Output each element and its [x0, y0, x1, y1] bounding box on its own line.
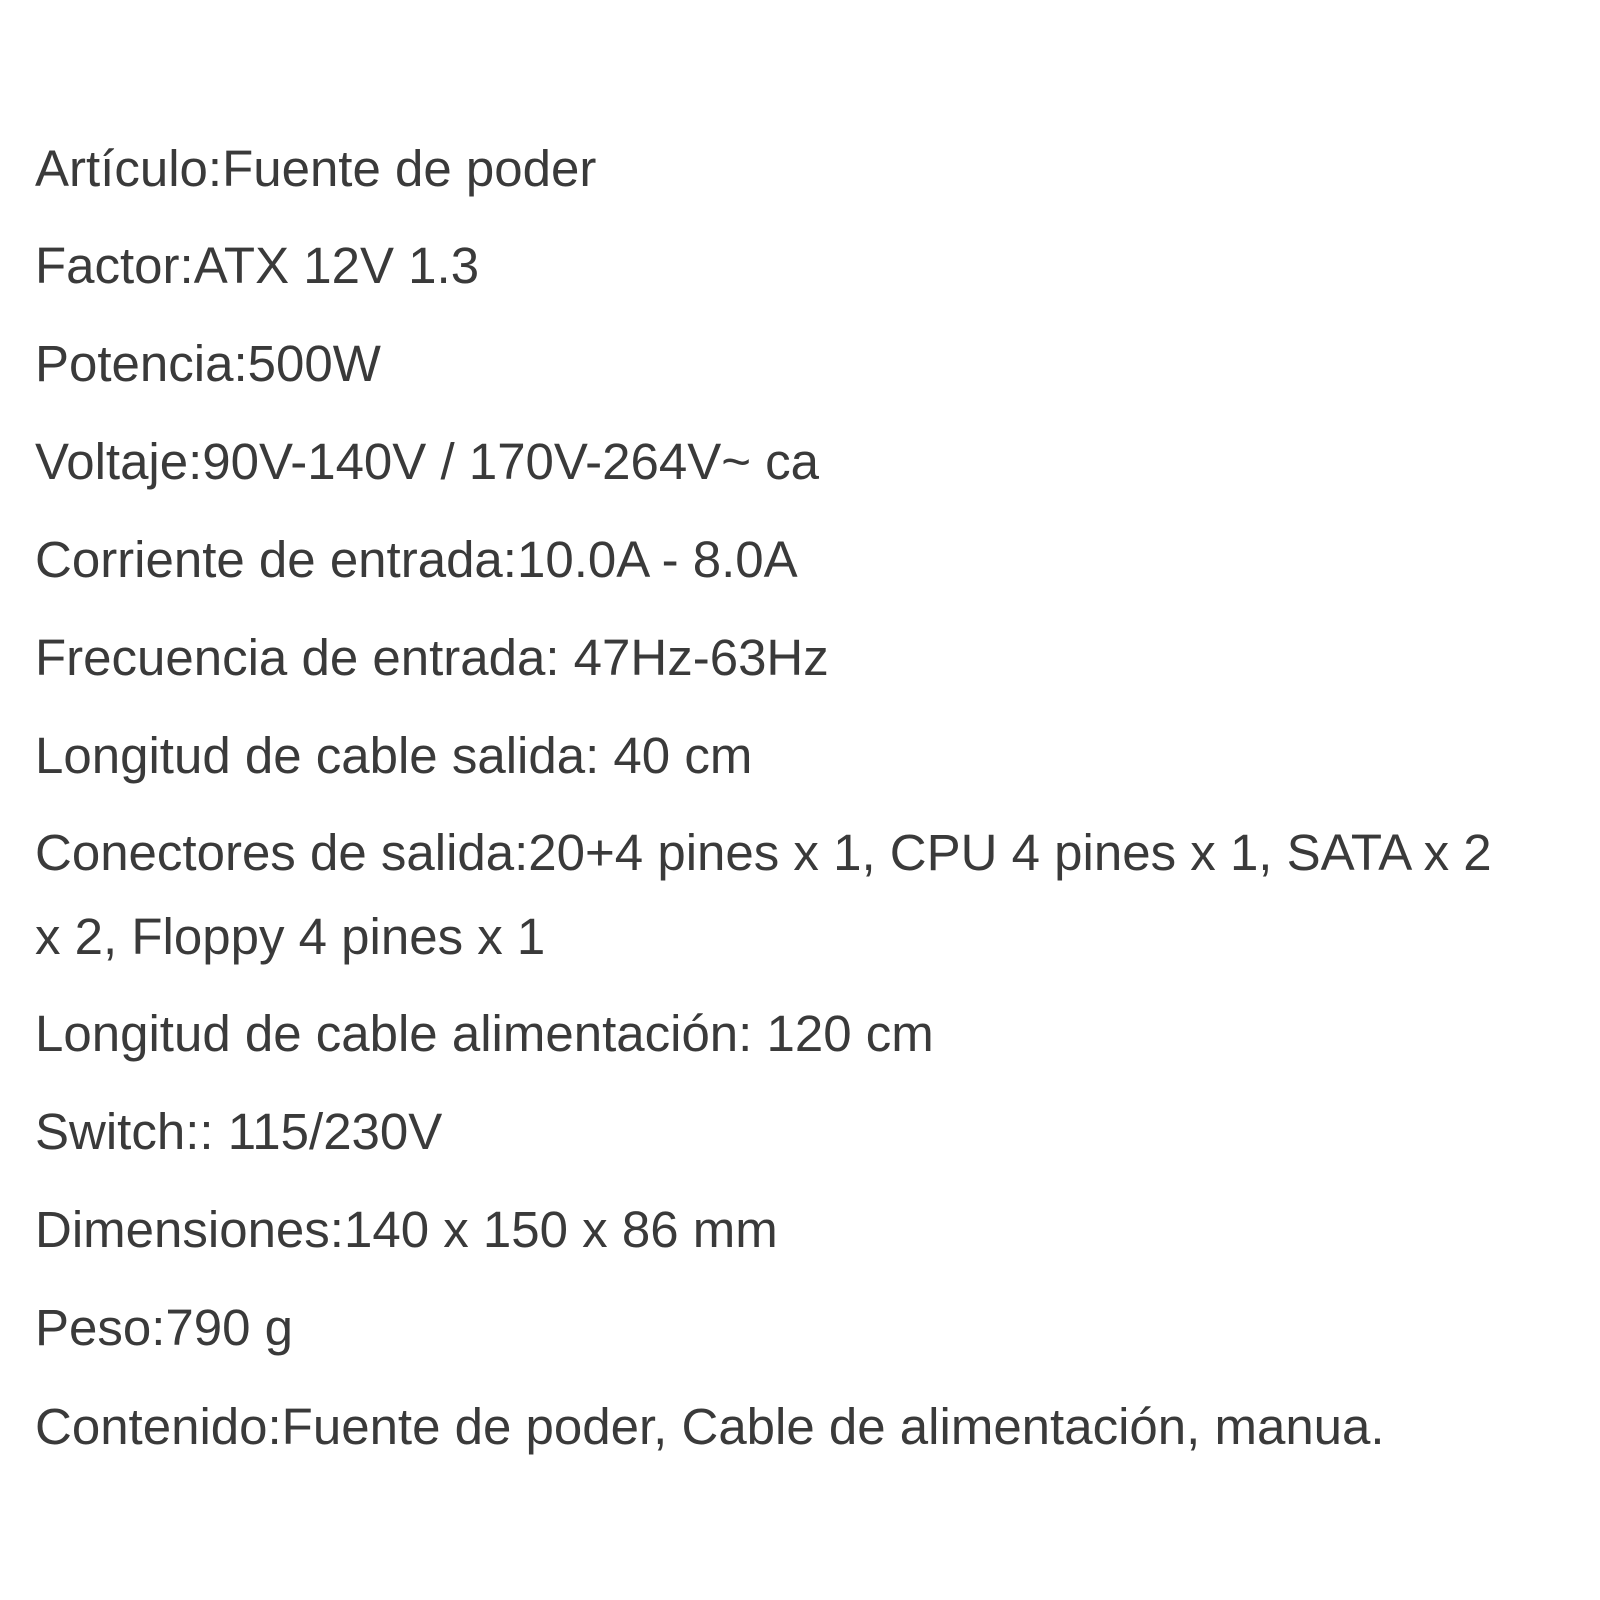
spec-factor: Factor:ATX 12V 1.3 — [35, 237, 480, 294]
spec-longitud-cable-salida: Longitud de cable salida: 40 cm — [35, 727, 753, 784]
spec-conectores-salida-continued: x 2, Floppy 4 pines x 1 — [35, 908, 546, 965]
spec-conectores-salida: Conectores de salida:20+4 pines x 1, CPU 4 pines x 1, SATA x 2 — [35, 824, 1492, 881]
spec-potencia: Potencia:500W — [35, 335, 381, 392]
spec-dimensiones: Dimensiones:140 x 150 x 86 mm — [35, 1201, 778, 1258]
product-spec-list — [35, 0, 1600, 1600]
spec-frecuencia-entrada: Frecuencia de entrada: 47Hz-63Hz — [35, 629, 829, 686]
spec-peso: Peso:790 g — [35, 1299, 294, 1356]
spec-longitud-cable-alimentacion: Longitud de cable alimentación: 120 cm — [35, 1005, 934, 1062]
spec-articulo: Artículo:Fuente de poder — [35, 140, 597, 197]
spec-switch: Switch:: 115/230V — [35, 1103, 443, 1160]
spec-voltaje: Voltaje:90V-140V / 170V-264V~ ca — [35, 433, 820, 490]
spec-contenido: Contenido:Fuente de poder, Cable de alimentación, manua. — [35, 1398, 1385, 1455]
spec-corriente-entrada: Corriente de entrada:10.0A - 8.0A — [35, 531, 798, 588]
